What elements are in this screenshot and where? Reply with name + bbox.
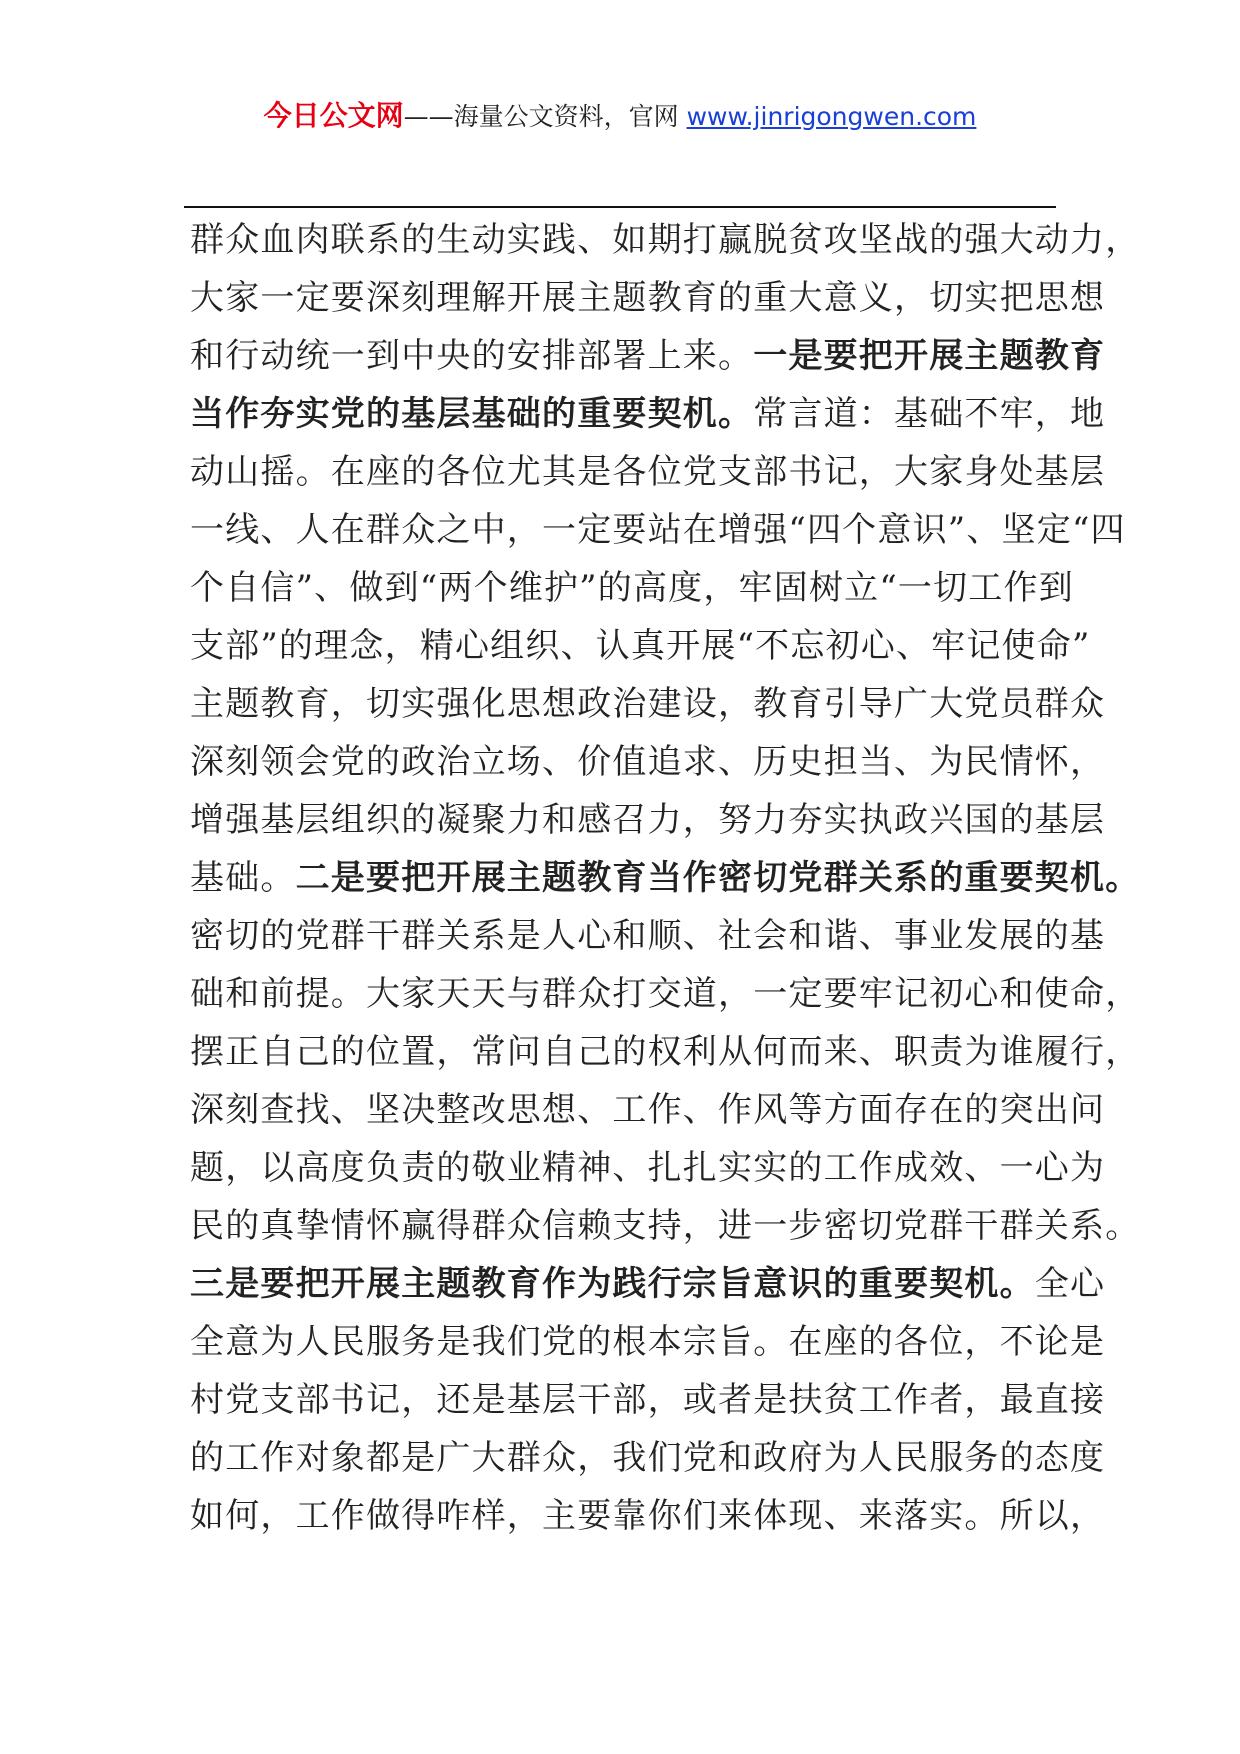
text-line [190,1487,1106,1545]
text-line [190,501,1126,559]
text-segment: 密切的党群干群关系是人心和顺、社会和谐、事业发展的基 [190,916,1106,956]
text-line [190,1197,1141,1255]
text-line [190,617,1091,675]
text-segment: 支部”的理念，精心组织、认真开展“不忘初心、牢记使命” [190,626,1091,666]
text-segment: 基础。 [190,858,296,898]
text-line [190,269,1106,327]
text-line [190,327,1106,385]
page-header [0,98,1240,135]
text-segment: 常言道：基础不牢，地 [753,394,1106,434]
header-divider [184,206,1056,208]
text-line [190,849,1141,907]
text-line [190,907,1106,965]
text-segment: 大家一定要深刻理解开展主题教育的重大意义，切实把思想 [190,278,1106,318]
text-line [190,1139,1106,1197]
text-segment: 群众血肉联系的生动实践、如期打赢脱贫攻坚战的强大动力， [190,220,1141,260]
bold-heading-segment: 一是要把开展主题教育 [753,336,1106,376]
bold-heading-segment: 当作夯实党的基层基础的重要契机。 [190,394,754,434]
header-slogan: ——海量公文资料，官网 [403,102,687,131]
text-segment: 和行动统一到中央的安排部署上来。 [190,336,754,376]
brand-name: 今日公文网 [263,99,404,132]
text-segment: 主题教育，切实强化思想政治建设，教育引导广大党员群众 [190,684,1106,724]
text-segment: 全意为人民服务是我们党的根本宗旨。在座的各位，不论是 [190,1322,1106,1362]
text-segment: 民的真挚情怀赢得群众信赖支持，进一步密切党群干群关系。 [190,1206,1141,1246]
bold-heading-segment: 三是要把开展主题教育作为践行宗旨意识的重要契机。 [190,1264,1035,1304]
text-line [190,559,1074,617]
text-segment: 村党支部书记，还是基层干部，或者是扶贫工作者，最直接 [190,1380,1106,1420]
text-segment: 础和前提。大家天天与群众打交道，一定要牢记初心和使命， [190,974,1141,1014]
text-line [190,791,1106,849]
text-segment: 深刻查找、坚决整改思想、工作、作风等方面存在的突出问 [190,1090,1106,1130]
text-segment: 如何，工作做得咋样，主要靠你们来体现、来落实。所以， [190,1496,1106,1536]
text-line [190,1023,1141,1081]
text-line [190,1081,1106,1139]
text-segment: 动山摇。在座的各位尤其是各位党支部书记，大家身处基层 [190,452,1106,492]
text-line [190,1429,1106,1487]
bold-heading-segment: 二是要把开展主题教育当作密切党群关系的重要契机。 [295,858,1141,898]
website-link[interactable]: www.jinrigongwen.com [686,102,977,131]
text-segment: 全心 [1034,1264,1106,1304]
text-line [190,385,1106,443]
text-line [190,675,1106,733]
text-line [190,211,1141,269]
text-line [190,733,1106,791]
text-segment: 的工作对象都是广大群众，我们党和政府为人民服务的态度 [190,1438,1106,1478]
text-line [190,965,1141,1023]
text-line [190,1255,1106,1313]
text-segment: 一线、人在群众之中，一定要站在增强“四个意识”、坚定“四 [190,510,1126,550]
text-segment: 个自信”、做到“两个维护”的高度，牢固树立“一切工作到 [190,568,1074,608]
text-segment: 增强基层组织的凝聚力和感召力，努力夯实执政兴国的基层 [190,800,1106,840]
text-line [190,1371,1106,1429]
text-line [190,1313,1106,1371]
text-segment: 摆正自己的位置，常问自己的权利从何而来、职责为谁履行， [190,1032,1141,1072]
text-line [190,443,1106,501]
text-segment: 深刻领会党的政治立场、价值追求、历史担当、为民情怀， [190,742,1106,782]
text-segment: 题，以高度负责的敬业精神、扎扎实实的工作成效、一心为 [190,1148,1106,1188]
document-body [190,211,1141,1545]
